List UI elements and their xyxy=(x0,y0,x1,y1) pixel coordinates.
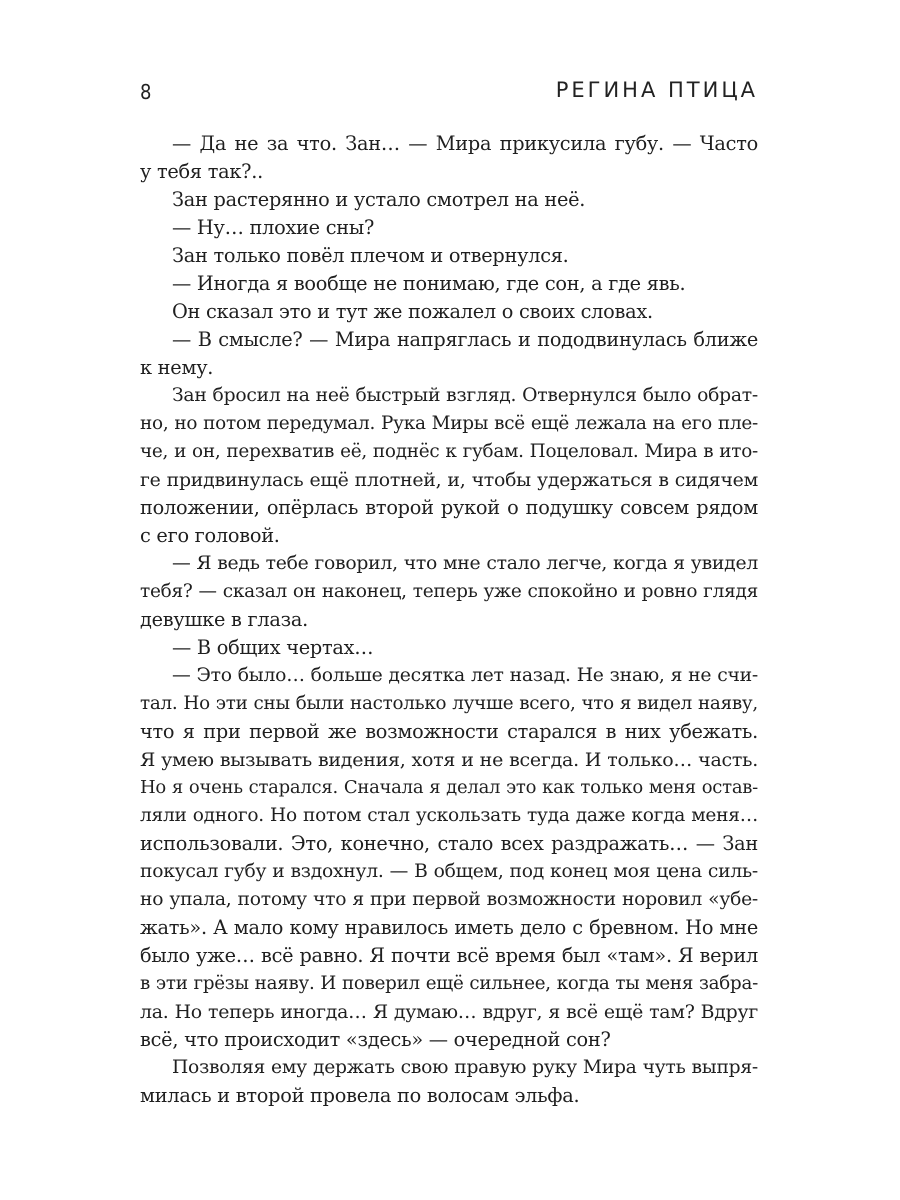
text-line: к нему. xyxy=(140,356,214,379)
text-line: — В общих чертах… xyxy=(172,636,374,659)
text-line: покусал губу и вздохнул. — В общем, под конец моя цена силь- xyxy=(140,861,758,882)
text-line: — Я ведь тебе говорил, что мне стало легче, когда я увидел xyxy=(172,553,758,574)
running-head-author: РЕГИНА ПТИЦА xyxy=(555,78,758,102)
text-line: но, но потом передумал. Рука Миры всё ещё лежала на его пле- xyxy=(140,413,758,434)
text-line: использовали. Это, конечно, стало всех раздражать… — Зан xyxy=(140,832,758,855)
text-line: Зан только повёл плечом и отвернулся. xyxy=(172,244,569,267)
text-line: — Это было… больше десятка лет назад. Не знаю, я не счи- xyxy=(172,665,758,686)
text-line: было уже… всё равно. Я почти всё время был «там». Я верил xyxy=(140,944,758,967)
page-number: 8 xyxy=(140,80,152,104)
text-line: милась и второй провела по волосам эльфа. xyxy=(140,1084,580,1107)
text-line: с его головой. xyxy=(140,524,280,547)
text-line: Зан бросил на неё быстрый взгляд. Отвернулся было обрат- xyxy=(172,385,758,406)
text-line: девушке в глаза. xyxy=(140,608,308,631)
text-line: че, и он, перехватив её, поднёс к губам. Поцеловал. Мира в ито- xyxy=(140,441,758,462)
text-line: Я умею вызывать видения, хотя и не всегда. И только… часть. xyxy=(140,749,758,771)
text-line: — Да не за что. Зан… — Мира прикусила губу. — Часто xyxy=(172,132,758,155)
body-text xyxy=(140,130,758,1110)
text-line: тебя? — сказал он наконец, теперь уже спокойно и ровно глядя xyxy=(140,581,758,602)
text-line: Зан растерянно и устало смотрел на неё. xyxy=(172,188,586,211)
text-line: — Ну… плохие сны? xyxy=(172,216,375,239)
text-line: всё, что происходит «здесь» — очередной сон? xyxy=(140,1028,611,1051)
text-line: у тебя так?.. xyxy=(140,160,264,183)
text-line: Но я очень старался. Сначала я делал это как только меня остав- xyxy=(140,777,758,798)
text-line: положении, опёрлась второй рукой о подушку совсем рядом xyxy=(140,496,758,519)
text-line: — В смысле? — Мира напряглась и пододвинулась ближе xyxy=(172,328,758,351)
text-line: Позволяя ему держать свою правую руку Мира чуть выпря- xyxy=(172,1057,758,1078)
text-line: тал. Но эти сны были настолько лучше всего, что я видел наяву, xyxy=(140,693,758,714)
text-line: Он сказал это и тут же пожалел о своих словах. xyxy=(172,300,653,323)
text-line: ляли одного. Но потом стал ускользать туда даже когда меня… xyxy=(140,805,758,826)
text-line: в эти грёзы наяву. И поверил ещё сильнее, когда ты меня забра- xyxy=(140,973,758,994)
text-line: но упала, потому что я при первой возможности норовил «убе- xyxy=(140,889,758,910)
text-line: что я при первой же возможности старался в них убежать. xyxy=(140,720,758,743)
text-line: жать». А мало кому нравилось иметь дело с бревном. Но мне xyxy=(140,916,758,939)
text-line: ла. Но теперь иногда… Я думаю… вдруг, я всё ещё там? Вдруг xyxy=(140,1001,758,1023)
text-line: — Иногда я вообще не понимаю, где сон, а где явь. xyxy=(172,272,686,295)
text-line: ге придвинулась ещё плотней, и, чтобы удержаться в сидячем xyxy=(140,469,758,491)
